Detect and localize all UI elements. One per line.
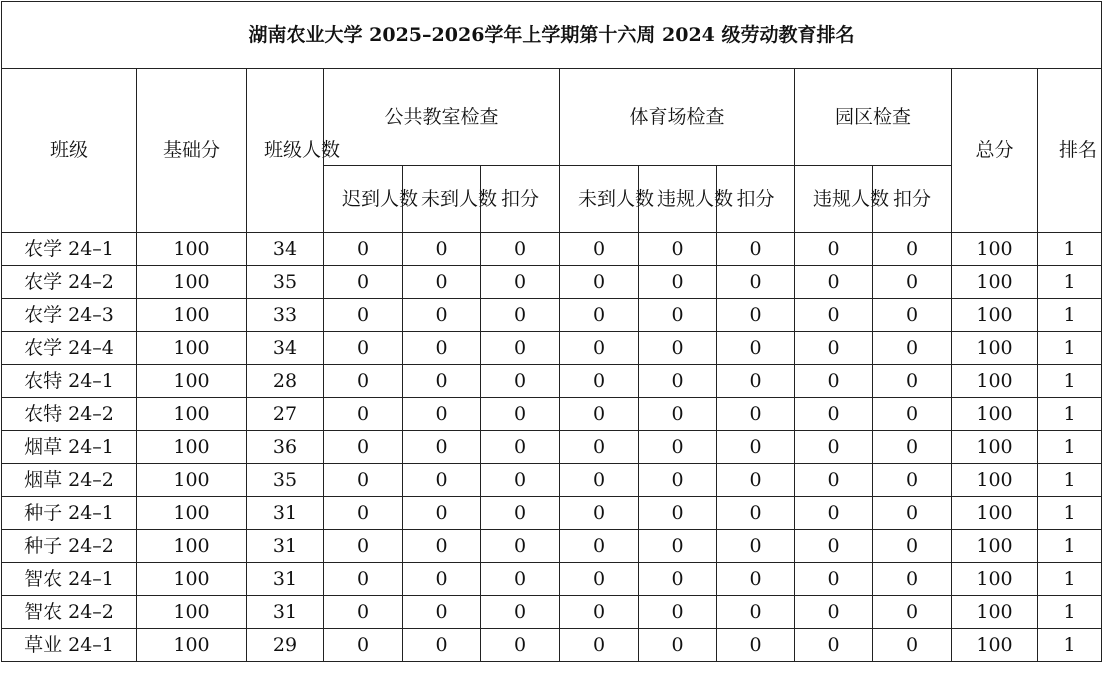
cell-gym-deduction: 0 (717, 530, 795, 563)
cell-gym-violation: 0 (639, 431, 717, 464)
cell-total: 100 (952, 233, 1038, 266)
cell-gym-absent: 0 (560, 299, 639, 332)
cell-total: 100 (952, 266, 1038, 299)
table-row (2, 596, 1102, 629)
cell-campus-deduction: 0 (873, 266, 952, 299)
cell-pc-deduction: 0 (481, 596, 560, 629)
cell-pc-late: 0 (324, 332, 403, 365)
cell-total: 100 (952, 398, 1038, 431)
table-row (2, 299, 1102, 332)
cell-total: 100 (952, 299, 1038, 332)
table-row (2, 530, 1102, 563)
cell-pc-absent: 0 (403, 563, 481, 596)
cell-campus-violation: 0 (795, 464, 873, 497)
cell-gym-absent: 0 (560, 530, 639, 563)
cell-pc-absent: 0 (403, 596, 481, 629)
cell-class-size: 31 (247, 563, 324, 596)
cell-pc-absent: 0 (403, 365, 481, 398)
cell-pc-absent: 0 (403, 497, 481, 530)
cell-gym-deduction: 0 (717, 332, 795, 365)
cell-gym-absent: 0 (560, 497, 639, 530)
cell-class-size: 34 (247, 332, 324, 365)
cell-class: 烟草 24–2 (2, 464, 137, 497)
cell-gym-absent: 0 (560, 629, 639, 662)
cell-rank: 1 (1038, 464, 1102, 497)
cell-total: 100 (952, 530, 1038, 563)
cell-campus-violation: 0 (795, 563, 873, 596)
cell-base-score: 100 (137, 563, 247, 596)
cell-gym-violation: 0 (639, 629, 717, 662)
header-campus: 园区检查 (795, 69, 952, 166)
cell-pc-late: 0 (324, 563, 403, 596)
cell-class-size: 31 (247, 596, 324, 629)
cell-pc-absent: 0 (403, 629, 481, 662)
cell-rank: 1 (1038, 266, 1102, 299)
cell-rank: 1 (1038, 530, 1102, 563)
cell-class-size: 34 (247, 233, 324, 266)
cell-gym-absent: 0 (560, 233, 639, 266)
header-total: 总分 (952, 69, 1038, 233)
table-row (2, 629, 1102, 662)
header-public-classroom: 公共教室检查 (324, 69, 560, 166)
cell-base-score: 100 (137, 530, 247, 563)
cell-pc-deduction: 0 (481, 563, 560, 596)
cell-campus-deduction: 0 (873, 629, 952, 662)
cell-campus-deduction: 0 (873, 497, 952, 530)
header-pc-late: 迟到人数 (324, 166, 403, 233)
table-row (2, 563, 1102, 596)
cell-total: 100 (952, 497, 1038, 530)
cell-gym-violation: 0 (639, 365, 717, 398)
cell-gym-violation: 0 (639, 299, 717, 332)
cell-total: 100 (952, 332, 1038, 365)
cell-gym-violation: 0 (639, 233, 717, 266)
cell-pc-absent: 0 (403, 464, 481, 497)
cell-campus-deduction: 0 (873, 563, 952, 596)
cell-class: 智农 24–1 (2, 563, 137, 596)
cell-base-score: 100 (137, 596, 247, 629)
cell-campus-deduction: 0 (873, 365, 952, 398)
cell-rank: 1 (1038, 431, 1102, 464)
cell-gym-violation: 0 (639, 563, 717, 596)
cell-gym-violation: 0 (639, 464, 717, 497)
cell-total: 100 (952, 629, 1038, 662)
cell-class: 农特 24–2 (2, 398, 137, 431)
header-pc-deduction: 扣分 (481, 166, 560, 233)
cell-campus-deduction: 0 (873, 398, 952, 431)
cell-class: 草业 24–1 (2, 629, 137, 662)
header-class-size: 班级人数 (247, 69, 324, 233)
cell-campus-violation: 0 (795, 497, 873, 530)
cell-pc-late: 0 (324, 464, 403, 497)
cell-rank: 1 (1038, 596, 1102, 629)
cell-total: 100 (952, 563, 1038, 596)
cell-pc-absent: 0 (403, 299, 481, 332)
cell-campus-deduction: 0 (873, 299, 952, 332)
cell-campus-violation: 0 (795, 530, 873, 563)
cell-base-score: 100 (137, 299, 247, 332)
cell-gym-deduction: 0 (717, 629, 795, 662)
cell-pc-late: 0 (324, 629, 403, 662)
cell-pc-late: 0 (324, 365, 403, 398)
cell-gym-deduction: 0 (717, 299, 795, 332)
cell-gym-absent: 0 (560, 266, 639, 299)
cell-rank: 1 (1038, 233, 1102, 266)
header-base-score: 基础分 (137, 69, 247, 233)
cell-gym-deduction: 0 (717, 596, 795, 629)
header-gym: 体育场检查 (560, 69, 795, 166)
cell-pc-late: 0 (324, 530, 403, 563)
cell-rank: 1 (1038, 563, 1102, 596)
cell-gym-violation: 0 (639, 530, 717, 563)
cell-class: 智农 24–2 (2, 596, 137, 629)
cell-pc-deduction: 0 (481, 299, 560, 332)
table-row (2, 431, 1102, 464)
cell-campus-violation: 0 (795, 431, 873, 464)
cell-gym-deduction: 0 (717, 563, 795, 596)
cell-base-score: 100 (137, 365, 247, 398)
cell-gym-deduction: 0 (717, 365, 795, 398)
cell-base-score: 100 (137, 266, 247, 299)
cell-pc-late: 0 (324, 233, 403, 266)
cell-rank: 1 (1038, 497, 1102, 530)
cell-class-size: 27 (247, 398, 324, 431)
header-rank: 排名 (1038, 69, 1102, 233)
cell-gym-absent: 0 (560, 365, 639, 398)
cell-total: 100 (952, 365, 1038, 398)
cell-class: 农学 24–2 (2, 266, 137, 299)
table-row (2, 233, 1102, 266)
cell-gym-violation: 0 (639, 266, 717, 299)
cell-campus-violation: 0 (795, 299, 873, 332)
cell-base-score: 100 (137, 629, 247, 662)
cell-campus-deduction: 0 (873, 530, 952, 563)
cell-pc-late: 0 (324, 596, 403, 629)
title-row (2, 2, 1102, 69)
cell-class-size: 35 (247, 266, 324, 299)
cell-pc-absent: 0 (403, 530, 481, 563)
cell-total: 100 (952, 596, 1038, 629)
cell-campus-violation: 0 (795, 365, 873, 398)
cell-pc-deduction: 0 (481, 431, 560, 464)
cell-class-size: 33 (247, 299, 324, 332)
cell-pc-deduction: 0 (481, 464, 560, 497)
cell-gym-deduction: 0 (717, 266, 795, 299)
cell-campus-deduction: 0 (873, 431, 952, 464)
cell-campus-deduction: 0 (873, 332, 952, 365)
cell-gym-violation: 0 (639, 332, 717, 365)
cell-pc-late: 0 (324, 299, 403, 332)
cell-rank: 1 (1038, 332, 1102, 365)
cell-gym-violation: 0 (639, 398, 717, 431)
cell-campus-violation: 0 (795, 398, 873, 431)
cell-gym-violation: 0 (639, 596, 717, 629)
header-gym-deduction: 扣分 (717, 166, 795, 233)
cell-class-size: 28 (247, 365, 324, 398)
table-row (2, 497, 1102, 530)
cell-class-size: 35 (247, 464, 324, 497)
cell-gym-absent: 0 (560, 398, 639, 431)
cell-base-score: 100 (137, 332, 247, 365)
cell-rank: 1 (1038, 629, 1102, 662)
cell-pc-deduction: 0 (481, 365, 560, 398)
cell-campus-violation: 0 (795, 596, 873, 629)
cell-class: 农学 24–1 (2, 233, 137, 266)
table-row (2, 398, 1102, 431)
cell-gym-deduction: 0 (717, 431, 795, 464)
header-gym-violation: 违规人数 (639, 166, 717, 233)
cell-pc-absent: 0 (403, 332, 481, 365)
ranking-table (1, 1, 1102, 662)
cell-class: 农学 24–4 (2, 332, 137, 365)
cell-gym-absent: 0 (560, 431, 639, 464)
cell-gym-deduction: 0 (717, 464, 795, 497)
cell-campus-violation: 0 (795, 266, 873, 299)
cell-base-score: 100 (137, 431, 247, 464)
cell-pc-deduction: 0 (481, 266, 560, 299)
cell-pc-absent: 0 (403, 431, 481, 464)
cell-base-score: 100 (137, 233, 247, 266)
cell-gym-absent: 0 (560, 464, 639, 497)
header-class: 班级 (2, 69, 137, 233)
cell-pc-absent: 0 (403, 398, 481, 431)
cell-base-score: 100 (137, 497, 247, 530)
header-campus-deduction: 扣分 (873, 166, 952, 233)
cell-gym-violation: 0 (639, 497, 717, 530)
cell-gym-absent: 0 (560, 332, 639, 365)
cell-class: 烟草 24–1 (2, 431, 137, 464)
cell-pc-deduction: 0 (481, 497, 560, 530)
cell-pc-late: 0 (324, 497, 403, 530)
cell-class: 种子 24–1 (2, 497, 137, 530)
cell-pc-absent: 0 (403, 233, 481, 266)
cell-base-score: 100 (137, 398, 247, 431)
cell-pc-late: 0 (324, 431, 403, 464)
cell-rank: 1 (1038, 398, 1102, 431)
cell-gym-deduction: 0 (717, 233, 795, 266)
header-gym-absent: 未到人数 (560, 166, 639, 233)
cell-gym-deduction: 0 (717, 497, 795, 530)
table-title: 湖南农业大学 2025–2026学年上学期第十六周 2024 级劳动教育排名 (2, 2, 1102, 69)
cell-class-size: 29 (247, 629, 324, 662)
header-pc-absent: 未到人数 (403, 166, 481, 233)
cell-pc-deduction: 0 (481, 530, 560, 563)
cell-total: 100 (952, 431, 1038, 464)
table-row (2, 365, 1102, 398)
cell-pc-deduction: 0 (481, 233, 560, 266)
cell-rank: 1 (1038, 299, 1102, 332)
cell-campus-deduction: 0 (873, 596, 952, 629)
cell-class: 农学 24–3 (2, 299, 137, 332)
header-campus-violation: 违规人数 (795, 166, 873, 233)
cell-pc-absent: 0 (403, 266, 481, 299)
cell-gym-deduction: 0 (717, 398, 795, 431)
cell-class-size: 31 (247, 497, 324, 530)
cell-rank: 1 (1038, 365, 1102, 398)
table-row (2, 332, 1102, 365)
cell-base-score: 100 (137, 464, 247, 497)
cell-class: 农特 24–1 (2, 365, 137, 398)
cell-gym-absent: 0 (560, 563, 639, 596)
cell-total: 100 (952, 464, 1038, 497)
cell-class: 种子 24–2 (2, 530, 137, 563)
cell-pc-late: 0 (324, 398, 403, 431)
cell-pc-late: 0 (324, 266, 403, 299)
cell-class-size: 36 (247, 431, 324, 464)
cell-campus-deduction: 0 (873, 233, 952, 266)
table-body (2, 2, 1102, 662)
cell-gym-absent: 0 (560, 596, 639, 629)
cell-campus-deduction: 0 (873, 464, 952, 497)
cell-campus-violation: 0 (795, 233, 873, 266)
header-row-top (2, 69, 1102, 166)
cell-pc-deduction: 0 (481, 398, 560, 431)
cell-campus-violation: 0 (795, 629, 873, 662)
table-row (2, 464, 1102, 497)
table-row (2, 266, 1102, 299)
cell-class-size: 31 (247, 530, 324, 563)
cell-pc-deduction: 0 (481, 629, 560, 662)
cell-campus-violation: 0 (795, 332, 873, 365)
cell-pc-deduction: 0 (481, 332, 560, 365)
